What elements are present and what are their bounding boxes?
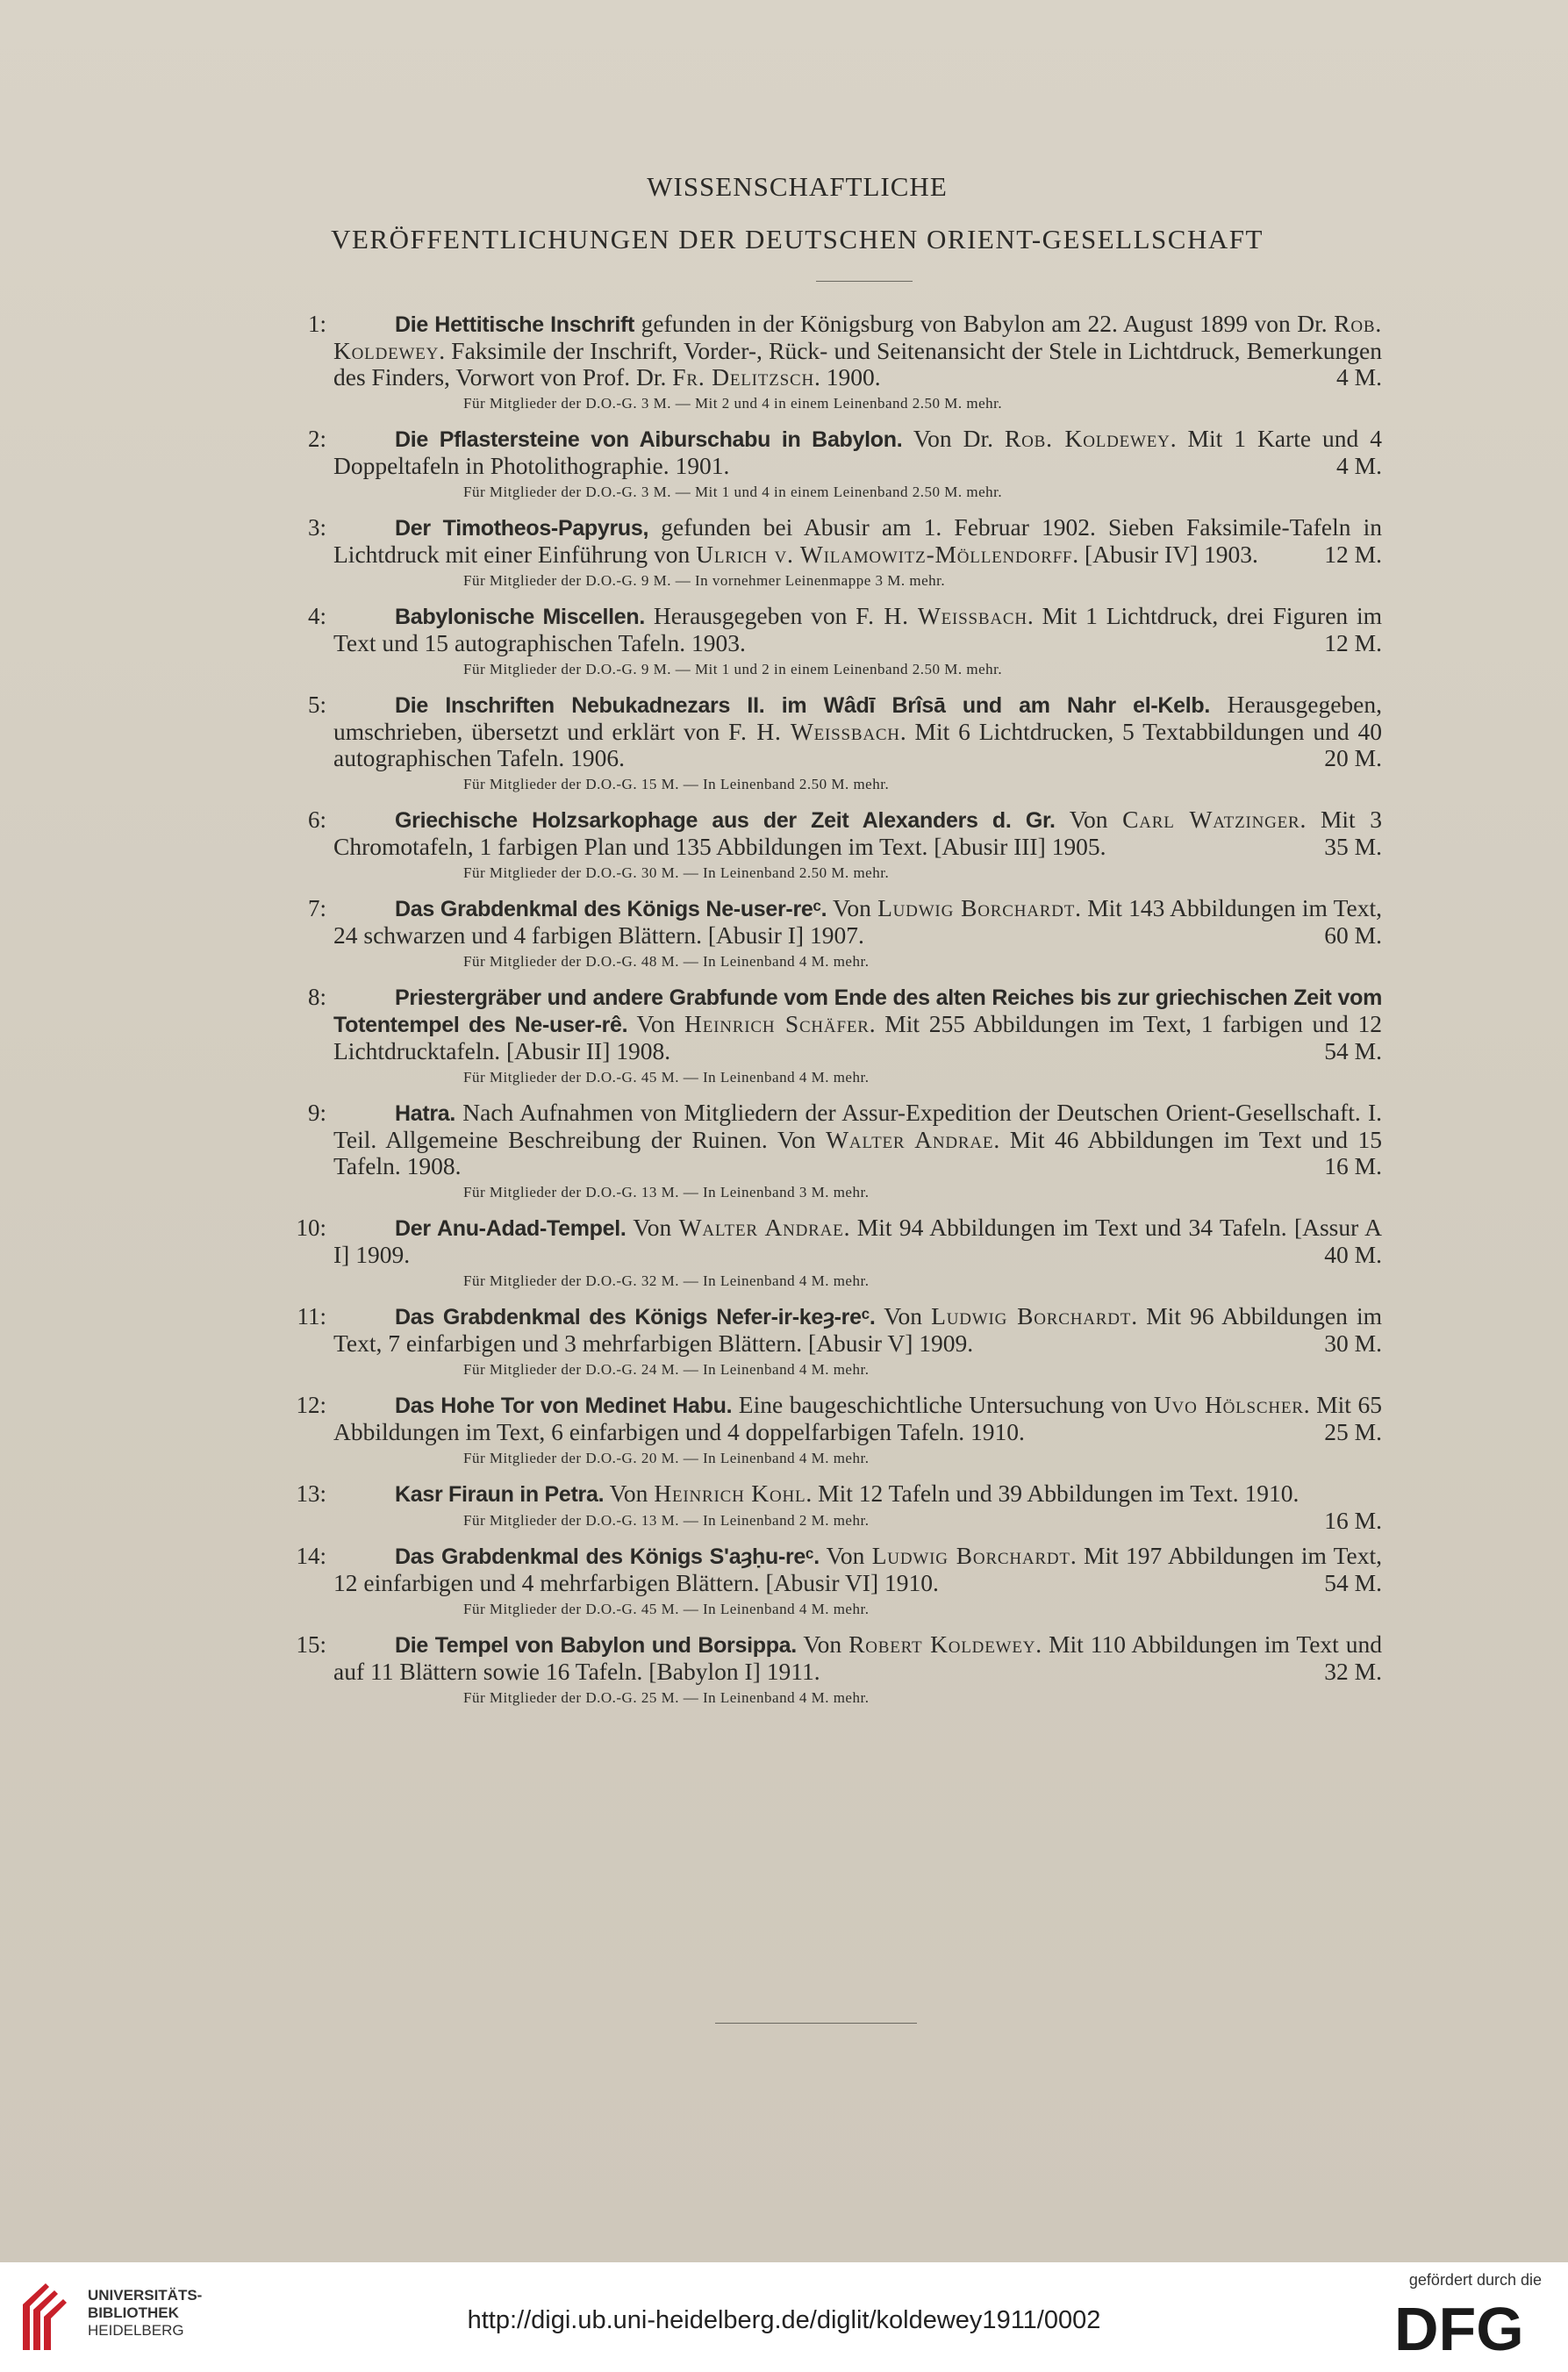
entry-price: 40 M. (1324, 1241, 1382, 1268)
member-price-note: Für Mitglieder der D.O.-G. 45 M. — In Leinenband 4 M. mehr. (463, 1601, 870, 1617)
entry-text: . Mit 46 Abbildungen im Text und 15 Tafeln. 1908. (333, 1126, 1383, 1179)
entry-text: Von (827, 894, 878, 921)
publication-list (296, 310, 1383, 1720)
entry-number: 3: (307, 514, 326, 541)
entry-author: Ludwig Borchardt (877, 894, 1076, 921)
publication-entry (307, 691, 1382, 798)
entry-number: 11: (297, 1303, 326, 1329)
entry-title: Das Grabdenkmal des Königs Ne-user-reᶜ. (395, 897, 827, 921)
publication-entry (307, 894, 1382, 975)
entry-text: . Mit 94 Abbildungen im Text und 34 Tafeln. [Assur A I] 1909. (333, 1214, 1382, 1268)
library-name-line3: HEIDELBERG (88, 2322, 184, 2339)
entry-text: Herausgegeben, umschrieben, übersetzt und erklärt von (333, 691, 1382, 745)
entry-description (272, 1392, 1382, 1445)
entry-price: 16 M. (1324, 1152, 1382, 1179)
entry-title: Hatra. (395, 1101, 456, 1126)
entry-text: Herausgegeben von (645, 602, 856, 629)
entry-title: Priestergräber und andere Grabfunde vom Ende des alten Reiches bis zur griechischen Zeit vom Totentempel des Ne-user-rê. (333, 985, 1382, 1037)
entry-number: 9: (307, 1100, 326, 1126)
entry-description (272, 1631, 1382, 1685)
entry-title: Das Hohe Tor von Medinet Habu. (395, 1394, 733, 1418)
entry-author: F. H. Weissbach (856, 602, 1027, 629)
entry-title: Griechische Holzsarkophage aus der Zeit Alexanders d. Gr. (395, 808, 1056, 833)
entry-description (272, 806, 1382, 860)
entry-description (272, 426, 1382, 479)
publication-entry (307, 425, 1382, 505)
entry-title: Das Grabdenkmal des Königs Nefer-ir-keȝ-reᶜ. (395, 1305, 876, 1329)
permalink-url[interactable]: http://digi.ub.uni-heidelberg.de/diglit/koldewey1911/0002 (467, 2306, 1101, 2334)
entry-author: Uvo Hölscher (1153, 1391, 1304, 1418)
entry-description (272, 984, 1382, 1064)
entry-text: . Mit 65 Abbildungen im Text, 6 einfarbigen und 4 doppelfarbigen Tafeln. 1910. (333, 1391, 1382, 1445)
publication-entry (296, 1480, 1382, 1534)
entry-description (272, 692, 1382, 771)
entry-number: 8: (307, 984, 326, 1010)
entry-number: 4: (307, 603, 326, 629)
entry-title: Das Grabdenkmal des Königs S'aȝḥu-reᶜ. (395, 1544, 820, 1569)
entry-text: . Faksimile der Inschrift, Vorder-, Rück- und Seitenansicht der Stele in Lichtdruck, Bemerkungen des Finders, Vorwort von Prof. Dr. (333, 337, 1382, 391)
entry-description (272, 1303, 1382, 1357)
entry-title: Die Pflastersteine von Aiburschabu in Babylon. (395, 427, 903, 452)
entry-title: Kasr Firaun in Petra. (395, 1482, 605, 1507)
entry-text: Eine baugeschichtliche Untersuchung von (732, 1391, 1154, 1418)
entry-title: Der Timotheos-Papyrus, (395, 516, 649, 541)
entry-author: Ludwig Borchardt (931, 1302, 1132, 1329)
entry-price: 32 M. (1324, 1658, 1382, 1685)
entry-author: Ulrich v. Wilamowitz-Möllendorff (696, 541, 1073, 568)
library-name-line1: UNIVERSITÄTS- (88, 2287, 203, 2304)
entry-price: 54 M. (1324, 1037, 1382, 1064)
entry-description (272, 1543, 1382, 1596)
entry-price: 30 M. (1324, 1329, 1382, 1357)
entry-text: Von (626, 1214, 679, 1241)
entry-text: . Mit 3 Chromotafeln, 1 farbigen Plan und 135 Abbildungen im Text. [Abusir III] 1905. (333, 806, 1382, 860)
member-price-note: Für Mitglieder der D.O.-G. 3 M. — Mit 2 und 4 in einem Leinenband 2.50 M. mehr. (463, 395, 1003, 412)
member-price-note: Für Mitglieder der D.O.-G. 20 M. — In Leinenband 4 M. mehr. (463, 1450, 870, 1466)
entry-number: 2: (307, 426, 326, 452)
entry-author: Ludwig Borchardt (871, 1542, 1070, 1569)
entry-description (272, 1215, 1382, 1268)
entry-number: 7: (307, 895, 326, 921)
entry-price: 12 M. (1324, 629, 1382, 656)
entry-text: . Mit 255 Abbildungen im Text, 1 farbigen und 12 Lichtdrucktafeln. [Abusir II] 1908. (333, 1010, 1382, 1064)
entry-number: 10: (296, 1215, 326, 1241)
entry-author: Rob. Koldewey (1004, 425, 1171, 452)
entry-author: Fr. Delitzsch (672, 363, 814, 391)
entry-text: Von (627, 1010, 685, 1037)
publication-entry (307, 984, 1382, 1091)
entry-description (272, 514, 1382, 568)
entry-text: . Mit 110 Abbildungen im Text und auf 11 Blättern sowie 16 Tafeln. [Babylon I] 1911. (333, 1630, 1382, 1685)
entry-description (272, 311, 1382, 391)
publication-entry (297, 1302, 1382, 1383)
entry-title: Die Inschriften Nebukadnezars II. im Wâdī Brîsā und am Nahr el-Kelb. (395, 693, 1211, 718)
publication-entry (307, 1099, 1383, 1206)
entry-author: Heinrich Kohl (654, 1480, 806, 1507)
entry-text: . Mit 1 Lichtdruck, drei Figuren im Text und 15 autographischen Tafeln. 1903. (333, 602, 1383, 656)
member-price-note: Für Mitglieder der D.O.-G. 9 M. — In vornehmer Leinenmappe 3 M. mehr. (463, 572, 946, 589)
funding-label: gefördert durch die (1408, 2271, 1542, 2289)
entry-title: Der Anu-Adad-Tempel. (395, 1216, 626, 1241)
entry-author: Robert Koldewey (848, 1630, 1036, 1658)
entry-price: 4 M. (1336, 363, 1382, 391)
publication-entry (307, 806, 1382, 886)
member-price-note: Für Mitglieder der D.O.-G. 13 M. — In Leinenband 2 M. mehr. (463, 1512, 870, 1529)
entry-text: . Mit 1 Karte und 4 Doppeltafeln in Photolithographie. 1901. (333, 425, 1382, 479)
entry-description (272, 895, 1382, 949)
entry-title: Die Tempel von Babylon und Borsippa. (395, 1633, 797, 1658)
entry-author: Walter Andrae (678, 1214, 844, 1241)
member-price-note: Für Mitglieder der D.O.-G. 13 M. — In Leinenband 3 M. mehr. (463, 1184, 870, 1200)
entry-text: . Mit 197 Abbildungen im Text, 12 einfarbigen und 4 mehrfarbigen Blättern. [Abusir VI] 1910. (333, 1542, 1382, 1596)
entry-text: . 1900. (813, 363, 881, 391)
entry-text: Von (604, 1480, 655, 1507)
entry-price: 20 M. (1324, 744, 1382, 771)
entry-price: 54 M. (1324, 1569, 1382, 1596)
entry-text: . Mit 6 Lichtdrucken, 5 Textabbildungen und 40 autographischen Tafeln. 1906. (333, 718, 1382, 771)
publication-entry (307, 513, 1382, 594)
entry-number: 13: (296, 1480, 326, 1507)
entry-number: 12: (296, 1392, 326, 1418)
entry-author: Carl Watzinger (1122, 806, 1300, 833)
entry-author: Rob. Koldewey (333, 310, 1382, 364)
entry-text: gefunden bei Abusir am 1. Februar 1902. Sieben Faksimile-Tafeln in Lichtdruck mit einer Einführung von (333, 513, 1382, 568)
member-price-note: Für Mitglieder der D.O.-G. 48 M. — In Leinenband 4 M. mehr. (463, 953, 870, 970)
publication-entry (296, 1630, 1382, 1711)
entry-title: Babylonische Miscellen. (395, 605, 646, 629)
heading-divider (816, 281, 913, 282)
digitization-footer (0, 2262, 1568, 2372)
member-price-note: Für Mitglieder der D.O.-G. 25 M. — In Leinenband 4 M. mehr. (463, 1689, 870, 1706)
entry-price: 35 M. (1324, 833, 1382, 860)
entry-author: Walter Andrae (826, 1126, 994, 1153)
entry-text: Von (796, 1630, 849, 1658)
entry-text: . Mit 96 Abbildungen im Text, 7 einfarbigen und 3 mehrfarbigen Blättern. [Abusir V] 1909. (333, 1302, 1382, 1357)
member-price-note: Für Mitglieder der D.O.-G. 3 M. — Mit 1 und 4 in einem Leinenband 2.50 M. mehr. (463, 484, 1003, 500)
entry-text: Nach Aufnahmen von Mitgliedern der Assur-Expedition der Deutschen Orient-Gesellschaft. I. Teil. Allgemeine Beschreibung der Ruinen. Von (333, 1099, 1382, 1153)
entry-text: . Mit 12 Tafeln und 39 Abbildungen im Text. 1910. (805, 1480, 1300, 1507)
member-price-note: Für Mitglieder der D.O.-G. 30 M. — In Leinenband 2.50 M. mehr. (463, 864, 890, 881)
series-heading-line1: WISSENSCHAFTLICHE (647, 171, 948, 202)
member-price-note: Für Mitglieder der D.O.-G. 24 M. — In Leinenband 4 M. mehr. (463, 1361, 870, 1378)
entry-number: 1: (307, 311, 326, 337)
entry-price: 60 M. (1324, 921, 1382, 949)
entry-text: Von (819, 1542, 872, 1569)
entry-title: Die Hettitische Inschrift (395, 312, 635, 337)
entry-price: 12 M. (1324, 541, 1382, 568)
entry-text: . Mit 143 Abbildungen im Text, 24 schwarzen und 4 farbigen Blättern. [Abusir I] 1907. (333, 894, 1382, 949)
member-price-note: Für Mitglieder der D.O.-G. 15 M. — In Leinenband 2.50 M. mehr. (463, 776, 890, 792)
dfg-logo-text: DFG (1394, 2299, 1524, 2355)
entry-text: gefunden in der Königsburg von Babylon am 22. August 1899 von Dr. (634, 310, 1335, 337)
member-price-note: Für Mitglieder der D.O.-G. 9 M. — Mit 1 und 2 in einem Leinenband 2.50 M. mehr. (463, 661, 1003, 677)
member-price-note: Für Mitglieder der D.O.-G. 32 M. — In Leinenband 4 M. mehr. (463, 1272, 870, 1289)
library-name-line2: BIBLIOTHEK (88, 2304, 179, 2321)
entry-text: Von (1055, 806, 1123, 833)
entry-text: . [Abusir IV] 1903. (1072, 541, 1258, 568)
publication-entry (296, 1214, 1382, 1294)
publication-entry (296, 1391, 1382, 1472)
dfg-logo-icon (1394, 2299, 1543, 2355)
entry-description (272, 603, 1382, 656)
entry-author: F. H. Weissbach (728, 718, 900, 745)
entry-price: 4 M. (1336, 452, 1382, 479)
publication-entry (296, 1542, 1382, 1623)
entry-text: Von (875, 1302, 932, 1329)
entry-price: 25 M. (1324, 1418, 1382, 1445)
closing-divider (715, 2023, 917, 2024)
member-price-note: Für Mitglieder der D.O.-G. 45 M. — In Leinenband 4 M. mehr. (463, 1069, 870, 1086)
entry-price: 16 M. (1324, 1507, 1382, 1534)
entry-number: 14: (296, 1543, 326, 1569)
entry-author: Heinrich Schäfer (684, 1010, 870, 1037)
entry-number: 6: (307, 806, 326, 833)
entry-number: 5: (307, 692, 326, 718)
entry-number: 15: (296, 1631, 326, 1658)
publication-entry (307, 310, 1382, 417)
publication-entry (307, 602, 1383, 683)
entry-description (272, 1100, 1382, 1179)
series-heading-line2: VERÖFFENTLICHUNGEN DER DEUTSCHEN ORIENT-GESELLSCHAFT (331, 224, 1264, 254)
entry-text: Von Dr. (902, 425, 1005, 452)
